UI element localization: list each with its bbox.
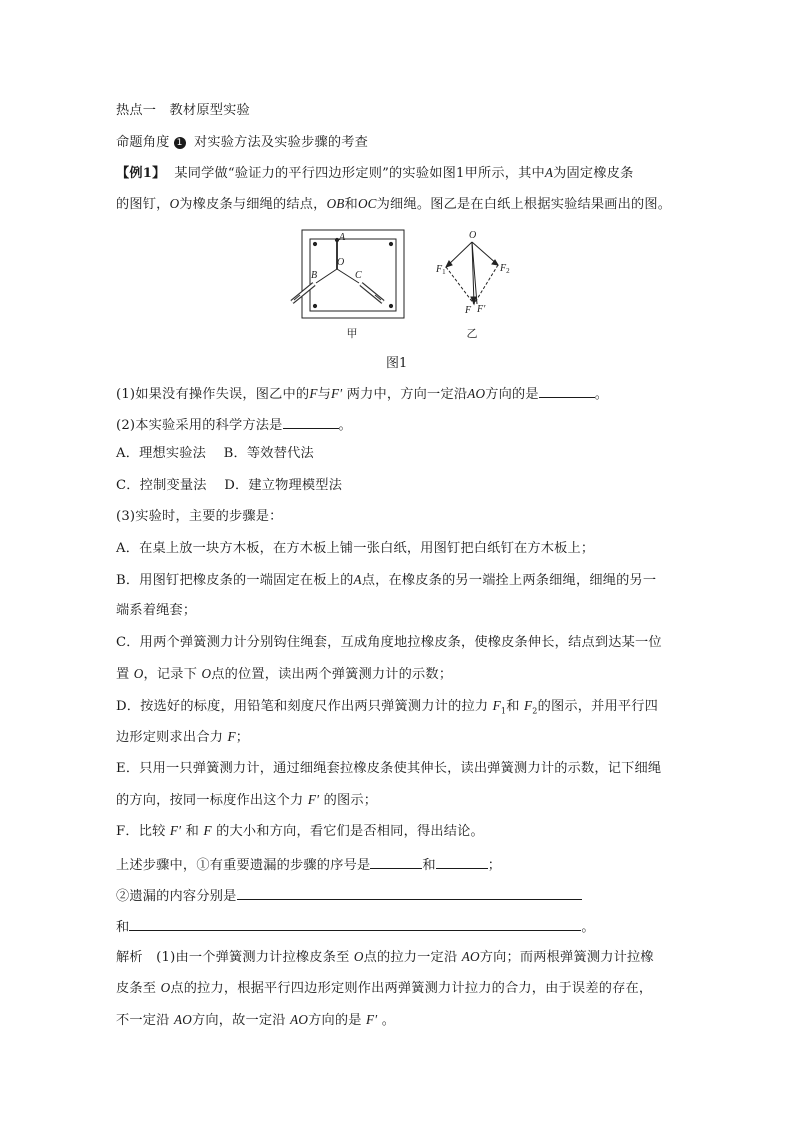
- answer-blank[interactable]: [370, 854, 422, 869]
- step-e-line-2: 的方向，按同一标度作出这个力 F′ 的图示；: [116, 792, 378, 808]
- pin: [389, 304, 392, 307]
- options-row-1: [116, 445, 716, 463]
- step-b-line-2: 端系着绳套；: [116, 603, 197, 618]
- answer-blank[interactable]: [283, 414, 339, 429]
- step-e-line-1: E．只用一只弹簧测力计，通过细绳套拉橡皮条使其伸长，读出弹簧测力计的示数，记下细绳: [116, 761, 662, 776]
- label-a: A: [339, 232, 346, 243]
- figure-caption: 图1: [386, 356, 408, 371]
- step-f: F．比较 F′ 和 F 的大小和方向，看它们是否相同，得出结论。: [116, 823, 484, 839]
- analysis-line-3: 不一定沿 AO方向，故一定沿 AO方向的是 F′ 。: [116, 1012, 396, 1028]
- analysis-line-1: 解析 (1)由一个弹簧测力计拉橡皮条至 O点的拉力一定沿 AO方向；而两根弹簧测力计拉橡: [116, 949, 654, 965]
- label-f: F: [465, 305, 472, 316]
- label-b: B: [311, 270, 318, 281]
- step-a: A．在桌上放一块方木板，在方木板上铺一张白纸，用图钉把白纸钉在方木板上；: [116, 541, 595, 556]
- pin: [389, 242, 392, 245]
- pin: [313, 304, 316, 307]
- step-d-line-2: 边形定则求出合力 F；: [116, 729, 250, 745]
- answer-blank[interactable]: [539, 383, 595, 398]
- number-badge: 1: [174, 137, 186, 149]
- option-a: A．理想实验法: [116, 446, 207, 461]
- dashed-side: [446, 267, 474, 304]
- follow-up-line-2: ②遗漏的内容分别是: [116, 885, 716, 906]
- example-line-1: 【例1】 某同学做“验证力的平行四边形定则”的实验如图1甲所示，其中A为固定橡皮条: [116, 165, 634, 181]
- apparatus-diagram: [292, 230, 404, 318]
- label-f1: $F_1$: [436, 264, 446, 276]
- subheading: 命题角度 1 对实验方法及实验步骤的考查: [116, 135, 369, 150]
- step-c-line-2: 置 O，记录下 O点的位置，读出两个弹簧测力计的示数；: [116, 666, 453, 682]
- spring-scale-right: [361, 284, 383, 302]
- label-f2: $F_2$: [500, 263, 510, 275]
- board-outer: [302, 230, 404, 318]
- example-line-2: 的图钉，O为橡皮条与细绳的结点，OB和OC为细绳。图乙是在白纸上根据实验结果画出的图。: [116, 196, 672, 212]
- label-jia: 甲: [346, 327, 358, 340]
- question-1: (1)如果没有操作失误，图乙中的F与F′ 两力中，方向一定沿AO方向的是 。: [116, 383, 716, 404]
- question-2: (2)本实验采用的科学方法是 。: [116, 414, 716, 435]
- analysis-line-2: 皮条至 O点的拉力，根据平行四边形定则作出两弹簧测力计拉力的合力，由于误差的存在，: [116, 980, 653, 996]
- option-c: C．控制变量法: [116, 478, 207, 493]
- string-ob: [316, 269, 337, 283]
- follow-up-line-3: 和 。: [116, 916, 716, 937]
- answer-blank-long[interactable]: [129, 916, 581, 931]
- label-c: C: [355, 270, 362, 281]
- label-fprime: F′: [477, 304, 486, 315]
- label-o: O: [337, 257, 345, 268]
- force-diagram: [446, 242, 498, 304]
- dashed-side: [474, 265, 498, 304]
- options-row-2: [116, 477, 716, 495]
- label-o2: O: [469, 230, 477, 241]
- section-heading: [116, 102, 716, 120]
- heading-text: 热点一 教材原型实验: [116, 103, 250, 118]
- answer-blank[interactable]: [436, 854, 488, 869]
- pin: [313, 242, 316, 245]
- answer-blank-long[interactable]: [237, 885, 582, 900]
- step-c-line-1: C．用两个弹簧测力计分别钩住绳套，互成角度地拉橡皮条，使橡皮条伸长，结点到达某一位: [116, 635, 662, 650]
- step-d-line-1: D．按选好的标度，用铅笔和刻度尺作出两只弹簧测力计的拉力 $F_1$和 $F_2$的图示，并用平行四: [116, 698, 659, 716]
- option-b: B．等效替代法: [223, 446, 314, 461]
- follow-up-line-1: 上述步骤中，①有重要遗漏的步骤的序号是 和 ；: [116, 854, 716, 875]
- spring-scale-left: [292, 284, 314, 302]
- option-d: D．建立物理模型法: [224, 478, 343, 493]
- example-tag: 【例1】: [116, 166, 166, 181]
- step-b-line-1: B．用图钉把橡皮条的一端固定在板上的A点，在橡皮条的另一端拴上两条细绳，细绳的另一: [116, 572, 657, 588]
- question-3-intro: (3)实验时，主要的步骤是：: [116, 509, 283, 524]
- label-yi: 乙: [466, 327, 478, 340]
